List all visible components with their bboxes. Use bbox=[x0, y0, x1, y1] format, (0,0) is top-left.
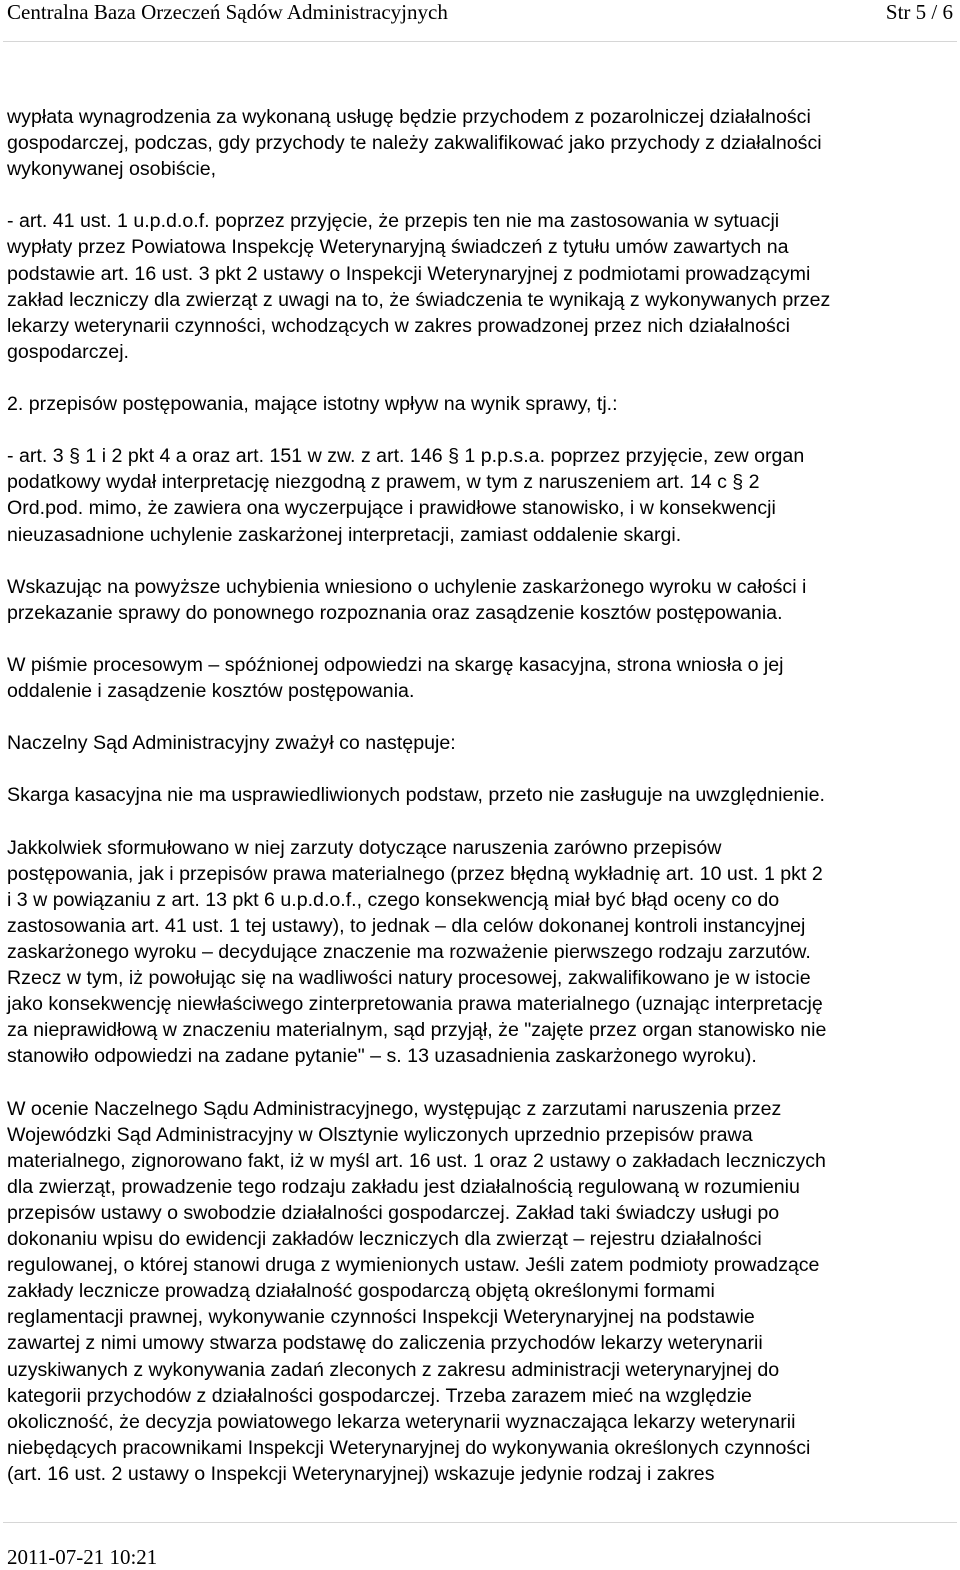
text-line: - art. 3 § 1 i 2 pkt 4 a oraz art. 151 w zw. z art. 146 § 1 p.p.s.a. poprzez przyjęcie, zew organ bbox=[7, 445, 805, 468]
paragraph bbox=[7, 782, 957, 808]
text-line: Ord.pod. mimo, że zawiera ona wyczerpujące i prawidłowe stanowisko, i w konsekwencji bbox=[7, 497, 776, 520]
document-body bbox=[7, 104, 957, 1513]
page-counter: Str 5 / 6 bbox=[885, 0, 953, 24]
paragraph bbox=[7, 1096, 957, 1487]
text-line: uzyskiwanych z wykonywania zadań zleconych z zakresu administracji weterynaryjnej do bbox=[7, 1358, 780, 1381]
text-line: reglamentacji prawnej, wykonywanie czynności Inspekcji Weterynaryjnej na podstawie bbox=[7, 1306, 755, 1329]
text-line: 2. przepisów postępowania, mające istotny wpływ na wynik sprawy, tj.: bbox=[7, 393, 618, 416]
text-line: lekarzy weterynarii czynności, wchodzących w zakres prowadzonej przez nich działalności bbox=[7, 314, 790, 337]
text-line: wypłata wynagrodzenia za wykonaną usługę będzie przychodem z pozarolniczej działalności bbox=[7, 106, 811, 128]
text-line: zakłady lecznicze prowadzą działalność gospodarczą objętą określonymi formami bbox=[7, 1280, 715, 1303]
footer-divider bbox=[3, 1522, 957, 1523]
text-line: Rzecz w tym, iż powołując się na wadliwości natury procesowej, zakwalifikowano je w istocie bbox=[7, 967, 811, 990]
paragraph bbox=[7, 835, 957, 1070]
text-line: regulowanej, o której stanowi druga z wymienionych ustaw. Jeśli zatem podmioty prowadzące bbox=[7, 1254, 820, 1277]
page-header bbox=[7, 0, 953, 30]
text-line: podatkowy wydał interpretację niezgodną z prawem, w tym z naruszeniem art. 14 c § 2 bbox=[7, 471, 760, 494]
paragraph bbox=[7, 730, 957, 756]
text-line: Wojewódzki Sąd Administracyjny w Olsztynie wyliczonych uprzednio przepisów prawa bbox=[7, 1123, 753, 1146]
text-line: gospodarczej, podczas, gdy przychody te należy zakwalifikować jako przychody z działalności bbox=[7, 132, 822, 155]
text-line: Skarga kasacyjna nie ma usprawiedliwionych podstaw, przeto nie zasługuje na uwzględnienie. bbox=[7, 784, 825, 807]
text-line: zakład leczniczy dla zwierząt z uwagi na to, że świadczenia te wynikają z wykonywanych przez bbox=[7, 288, 831, 311]
text-line: stanowiło odpowiedzi na zadane pytanie" – s. 13 uzasadnienia zaskarżonego wyroku). bbox=[7, 1045, 757, 1068]
text-line: zastosowania art. 41 ust. 1 tej ustawy), to jednak – dla celów dokonanej kontroli instancyjnej bbox=[7, 914, 806, 937]
text-line: W piśmie procesowym – spóźnionej odpowiedzi na skargę kasacyjna, strona wniosła o jej bbox=[7, 653, 784, 676]
text-line: za nieprawidłową w znaczeniu materialnym, sąd przyjął, że "zajęte przez organ stanowisko nie bbox=[7, 1019, 827, 1042]
text-line: przekazanie sprawy do ponownego rozpoznania oraz zasądzenie kosztów postępowania. bbox=[7, 601, 783, 624]
text-line: Jakkolwiek sformułowano w niej zarzuty dotyczące naruszenia zarówno przepisów bbox=[7, 836, 722, 859]
text-line: Naczelny Sąd Administracyjny zważył co następuje: bbox=[7, 732, 456, 755]
text-line: W ocenie Naczelnego Sądu Administracyjnego, występując z zarzutami naruszenia przez bbox=[7, 1097, 782, 1120]
text-line: niebędących pracownikami Inspekcji Weterynaryjnej do wykonywania określonych czynności bbox=[7, 1436, 811, 1459]
site-title: Centralna Baza Orzeczeń Sądów Administracyjnych bbox=[7, 0, 448, 24]
text-line: oddalenie i zasądzenie kosztów postępowania. bbox=[7, 680, 415, 703]
print-timestamp: 2011-07-21 10:21 bbox=[7, 1545, 158, 1569]
text-line: - art. 41 ust. 1 u.p.d.o.f. poprzez przyjęcie, że przepis ten nie ma zastosowania w sytuacji bbox=[7, 210, 780, 233]
text-line: (art. 16 ust. 2 ustawy o Inspekcji Weterynaryjnej) wskazuje jedynie rodzaj i zakres bbox=[7, 1462, 715, 1485]
text-line: nieuzasadnione uchylenie zaskarżonej interpretacji, zamiast oddalenie skargi. bbox=[7, 523, 682, 546]
text-line: postępowania, jak i przepisów prawa materialnego (przez błędną wykładnię art. 10 ust. 1 pkt 2 bbox=[7, 862, 823, 885]
text-line: podstawie art. 16 ust. 3 pkt 2 ustawy o Inspekcji Weterynaryjnej z podmiotami prowadzącymi bbox=[7, 262, 811, 285]
text-line: dokonaniu wpisu do ewidencji zakładów leczniczych dla zwierząt – rejestru działalności bbox=[7, 1228, 762, 1251]
text-line: i 3 w powiązaniu z art. 13 pkt 6 u.p.d.o.f., czego konsekwencją miał być błąd oceny co do bbox=[7, 888, 780, 911]
paragraph bbox=[7, 652, 957, 704]
text-line: okoliczność, że decyzja powiatowego lekarza weterynarii wyznaczająca lekarzy weterynarii bbox=[7, 1410, 796, 1433]
text-line: kategorii przychodów z działalności gospodarczej. Trzeba zarazem mieć na względzie bbox=[7, 1384, 752, 1407]
text-line: zaskarżonego wyroku – decydujące znaczenie ma rozważenie pierwszego rodzaju zarzutów. bbox=[7, 941, 811, 963]
text-line: wykonywanej osobiście, bbox=[7, 158, 217, 181]
text-line: zawartej z nimi umowy stwarza podstawę do zaliczenia przychodów lekarzy weterynarii bbox=[7, 1332, 763, 1355]
header-divider bbox=[3, 41, 957, 42]
text-line: Wskazując na powyższe uchybienia wniesiono o uchylenie zaskarżonego wyroku w całości i bbox=[7, 575, 807, 598]
paragraph bbox=[7, 391, 957, 417]
paragraph bbox=[7, 443, 957, 547]
text-line: przepisów ustawy o swobodzie działalności gospodarczej. Zakład taki świadczy usługi po bbox=[7, 1201, 780, 1224]
text-line: dla zwierząt, prowadzenie tego rodzaju zakładu jest działalnością regulowaną w rozumieniu bbox=[7, 1175, 800, 1198]
text-line: jako konsekwencję niewłaściwego zinterpretowania prawa materialnego (uznając interpretację bbox=[7, 993, 823, 1016]
paragraph bbox=[7, 104, 957, 182]
paragraph bbox=[7, 208, 957, 365]
text-line: gospodarczej. bbox=[7, 340, 129, 363]
text-line: wypłaty przez Powiatowa Inspekcję Weterynaryjną świadczeń z tytułu umów zawartych na bbox=[7, 236, 789, 259]
paragraph bbox=[7, 574, 957, 626]
text-line: materialnego, zignorowano fakt, iż w myśl art. 16 ust. 1 oraz 2 ustawy o zakładach leczniczych bbox=[7, 1149, 826, 1172]
